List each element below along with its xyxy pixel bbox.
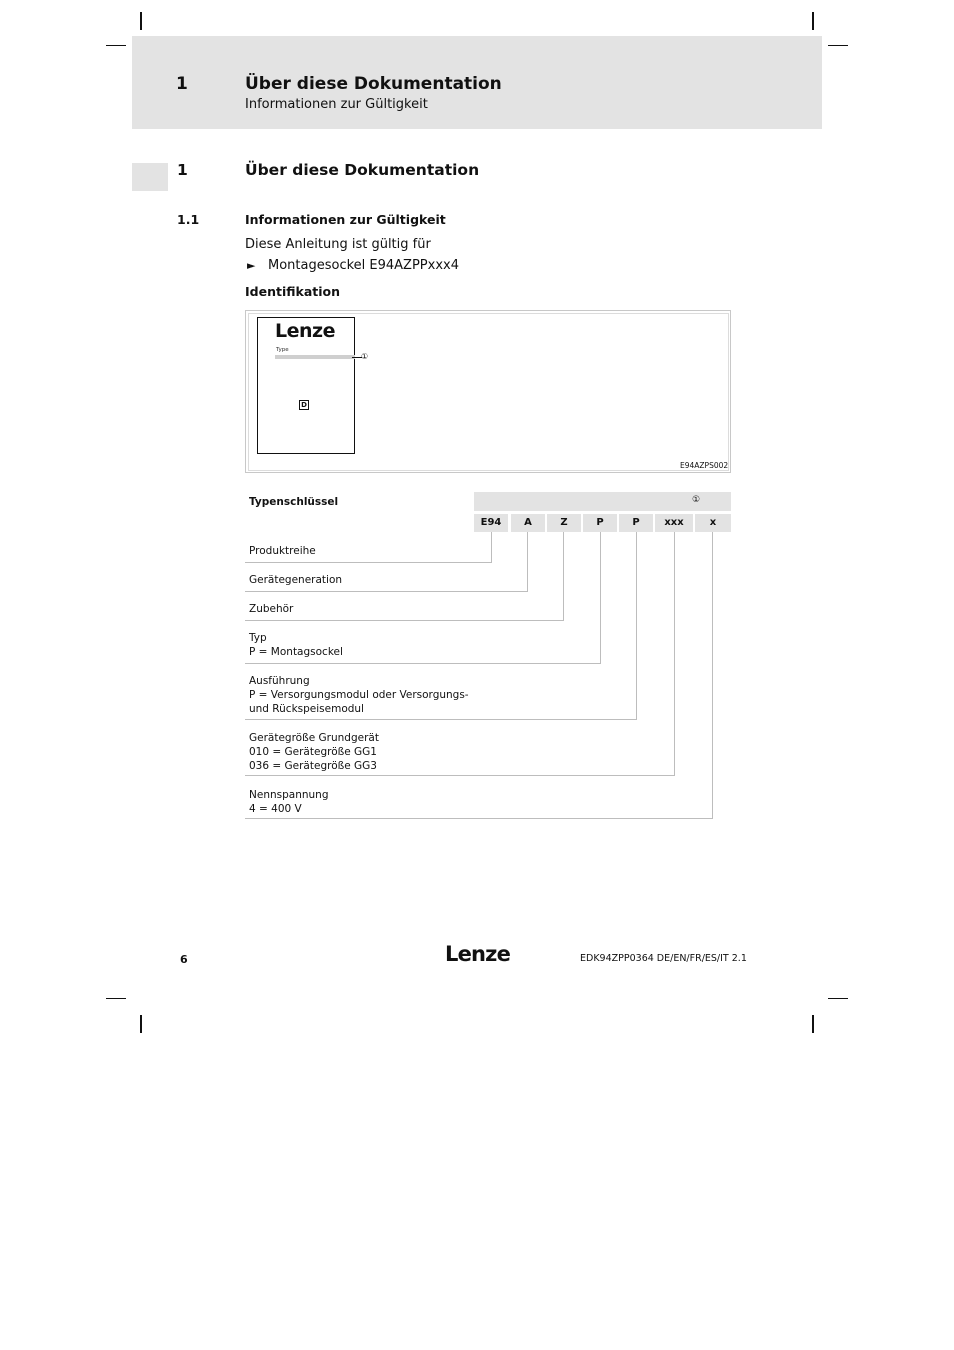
header-subtitle: Informationen zur Gültigkeit [245,97,428,112]
subsection-number: 1.1 [177,212,200,227]
crop-mark [106,45,126,46]
intro-text: Diese Anleitung ist gültig für [245,237,431,252]
type-key-row [249,674,469,716]
crop-mark [828,998,848,999]
figure-id: E94AZPS002 [680,461,729,470]
code-cell: P [583,514,617,532]
code-leader-line [491,532,492,563]
nameplate-type-field [275,355,355,359]
type-key-title: Typenschlüssel [249,496,339,508]
header-chapter-number: 1 [176,74,188,94]
row-value: P = Versorgungsmodul oder Versorgungs- [249,689,469,701]
row-divider [245,775,675,776]
code-leader-line [527,532,528,592]
row-value: und Rückspeisemodul [249,703,364,715]
chapter-side-tab [132,163,168,191]
row-label: Nennspannung [249,789,329,801]
row-value: 036 = Gerätegröße GG3 [249,760,377,772]
row-value: 010 = Gerätegröße GG1 [249,746,377,758]
crop-mark [106,998,126,999]
footer-logo: Lenze [445,942,511,966]
row-divider [245,663,601,664]
bullet-arrow-icon: ► [247,259,256,272]
bullet-item: Montagesockel E94AZPPxxx4 [268,258,459,273]
type-key-callout: ① [692,495,701,505]
code-leader-line [563,532,564,621]
row-divider [245,620,564,621]
row-label: Gerätegröße Grundgerät [249,732,379,744]
code-cell: x [695,514,731,532]
row-divider [245,562,492,563]
code-leader-line [674,532,675,776]
code-leader-line [600,532,601,664]
type-key-row [249,631,343,659]
callout-marker: ① [361,352,369,361]
crop-mark [140,12,142,30]
type-key-row [249,731,379,773]
row-label: Produktreihe [249,545,316,557]
code-leader-line [636,532,637,720]
code-cell: P [619,514,653,532]
row-label: Zubehör [249,603,294,615]
footer-doc-reference: EDK94ZPP0364 DE/EN/FR/ES/IT 2.1 [580,953,747,964]
type-key-row [249,602,293,616]
page-number: 6 [180,953,188,966]
code-cell: Z [547,514,581,532]
crop-mark [828,45,848,46]
crop-mark [812,12,814,30]
row-divider [245,591,528,592]
type-key-row [249,573,342,587]
row-label: Typ [249,632,267,644]
type-key-row [249,788,328,816]
row-divider [245,719,637,720]
subsection-title: Informationen zur Gültigkeit [245,212,446,227]
code-cell: xxx [655,514,693,532]
code-cell: E94 [474,514,508,532]
row-divider [245,818,713,819]
code-leader-line [712,532,713,819]
section-number: 1 [177,161,188,179]
nameplate-logo: Lenze [275,320,335,342]
row-label: Ausführung [249,675,310,687]
identification-heading: Identifikation [245,284,340,299]
code-cell: A [511,514,545,532]
nameplate-type-label: Type [276,347,289,353]
row-label: Gerätegeneration [249,574,343,586]
d-marker: D [299,400,309,410]
section-title: Über diese Dokumentation [245,161,480,179]
crop-mark [812,1015,814,1033]
type-key-row [249,544,316,558]
crop-mark [140,1015,142,1033]
row-value: P = Montagsockel [249,646,343,658]
header-chapter-title: Über diese Dokumentation [245,74,502,94]
row-value: 4 = 400 V [249,803,302,815]
